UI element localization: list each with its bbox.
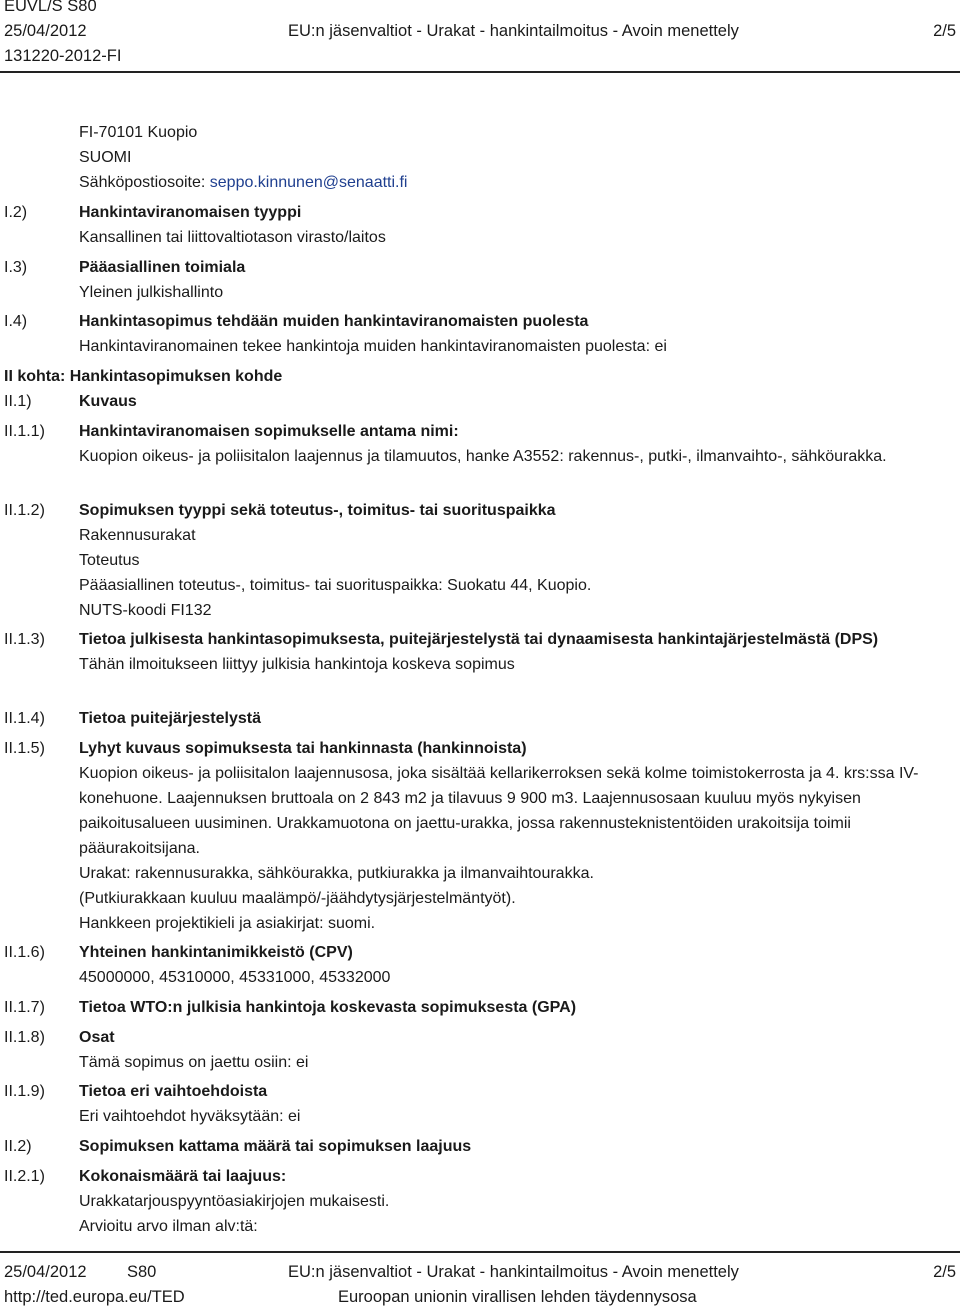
section-number: II.1.4)	[4, 710, 45, 727]
section-number: II.1.7)	[4, 999, 45, 1016]
section-ii18	[0, 1025, 960, 1075]
section-number: I.3)	[4, 259, 28, 276]
section-number: II.1.1)	[4, 423, 45, 440]
section-heading: Osat	[79, 1029, 115, 1046]
section-text: Eri vaihtoehdot hyväksytään: ei	[79, 1108, 301, 1125]
footer-url[interactable]: http://ted.europa.eu/TED	[4, 1288, 185, 1306]
cpv-codes: 45000000, 45310000, 45331000, 45332000	[79, 969, 391, 986]
footer-title: EU:n jäsenvaltiot - Urakat - hankintailmoitus - Avoin menettely	[288, 1263, 739, 1281]
section-ii21	[0, 1164, 960, 1239]
section-heading: Pääasiallinen toimiala	[79, 259, 246, 276]
part-prefix: II kohta:	[4, 368, 70, 385]
section-text: Tämä sopimus on jaettu osiin: ei	[79, 1054, 309, 1071]
section-ii2	[0, 1134, 960, 1159]
section-heading: Kokonaismäärä tai laajuus:	[79, 1168, 287, 1185]
header-date: 25/04/2012	[4, 22, 87, 40]
header-title: EU:n jäsenvaltiot - Urakat - hankintailmoitus - Avoin menettely	[288, 22, 739, 40]
page-header-id-row	[0, 47, 960, 72]
section-ii12	[0, 498, 960, 623]
address-email-line	[79, 170, 944, 195]
description-paragraph: Kuopion oikeus- ja poliisitalon laajennusosa, joka sisältää kellarikerroksen sekä kolme toimistokerrosta ja 4. krs:ssa IV-konehuone. Laajennuksen bruttoala on 2 843 m2 ja tilavuus 9 900 m3. Laajennusosaan kuuluu myös nykyisen paikoitusalueen uusiminen. Urakkamuotona on jaettu-urakka, jossa rakennusteknistentöiden urakoitsija toimii pääurakoitsijana.	[79, 765, 919, 857]
notice-id: 131220-2012-FI	[4, 47, 122, 65]
section-heading: Tietoa WTO:n julkisia hankintoja koskevasta sopimuksesta (GPA)	[79, 999, 577, 1016]
section-number: II.1.5)	[4, 740, 45, 757]
header-rule	[0, 71, 960, 73]
section-number: I.2)	[4, 204, 28, 221]
page-header-row	[0, 22, 960, 47]
section-number: II.2)	[4, 1138, 32, 1155]
footer-page: 2/5	[933, 1263, 956, 1281]
footer-series: S80	[127, 1263, 157, 1281]
section-ii17	[0, 995, 960, 1020]
section-i4	[0, 309, 960, 359]
nuts-code: NUTS-koodi FI132	[79, 602, 212, 619]
footer-date: 25/04/2012	[4, 1263, 87, 1281]
section-number: II.1.2)	[4, 502, 45, 519]
section-heading: Hankintasopimus tehdään muiden hankintaviranomaisten puolesta	[79, 313, 589, 330]
section-number: I.4)	[4, 313, 28, 330]
estimated-value-label: Arvioitu arvo ilman alv:tä:	[79, 1218, 258, 1235]
section-ii1	[0, 389, 960, 414]
section-number: II.1.9)	[4, 1083, 45, 1100]
section-ii19	[0, 1079, 960, 1129]
section-heading: Tietoa eri vaihtoehdoista	[79, 1083, 268, 1100]
section-heading: Tietoa puitejärjestelystä	[79, 710, 261, 727]
footer-rule	[0, 1251, 960, 1253]
section-number: II.1)	[4, 393, 32, 410]
contract-subtype: Toteutus	[79, 552, 140, 569]
page-header	[0, 0, 960, 22]
form-id: EUVL/S S80	[4, 0, 97, 15]
section-number: II.1.3)	[4, 631, 45, 648]
section-heading: Hankintaviranomaisen sopimukselle antama nimi:	[79, 423, 459, 440]
section-number: II.1.8)	[4, 1029, 45, 1046]
section-ii13	[0, 627, 960, 677]
section-i2	[0, 200, 960, 250]
performance-site: Pääasiallinen toteutus-, toimitus- tai suorituspaikka: Suokatu 44, Kuopio.	[79, 577, 592, 594]
section-text: Yleinen julkishallinto	[79, 284, 224, 301]
section-ii14	[0, 706, 960, 731]
section-number: II.1.6)	[4, 944, 45, 961]
section-heading: Sopimuksen tyyppi sekä toteutus-, toimitus- tai suorituspaikka	[79, 502, 556, 519]
part-name: Hankintasopimuksen kohde	[69, 368, 283, 385]
section-text: Kuopion oikeus- ja poliisitalon laajennus ja tilamuutos, hanke A3552: rakennus-, putki-, ilmanvaihto-, sähköurakka.	[79, 448, 887, 465]
address-block	[0, 120, 960, 195]
section-heading: Tietoa julkisesta hankintasopimuksesta, puitejärjestelystä tai dynaamisesta hankintajärjestelmästä (DPS)	[79, 631, 879, 648]
section-heading: Yhteinen hankintanimikkeistö (CPV)	[79, 944, 353, 961]
section-ii16	[0, 940, 960, 990]
footer-journal: Euroopan unionin virallisen lehden täydennysosa	[338, 1288, 697, 1306]
section-text: Urakkatarjouspyyntöasiakirjojen mukaisesti.	[79, 1193, 390, 1210]
description-language: Hankkeen projektikieli ja asiakirjat: suomi.	[79, 915, 376, 932]
email-link[interactable]: seppo.kinnunen@senaatti.fi	[209, 174, 408, 191]
header-page: 2/5	[933, 22, 956, 40]
address-country: SUOMI	[79, 149, 132, 166]
email-label: Sähköpostiosoite:	[79, 174, 206, 191]
description-plumbing: (Putkiurakkaan kuuluu maalämpö/-jäähdytysjärjestelmäntyöt).	[79, 890, 516, 907]
contract-type: Rakennusurakat	[79, 527, 196, 544]
section-ii15	[0, 736, 960, 936]
page-footer-row2	[0, 1288, 960, 1313]
section-text: Hankintaviranomainen tekee hankintoja muiden hankintaviranomaisten puolesta: ei	[79, 338, 667, 355]
section-ii11	[0, 419, 960, 469]
page-footer	[0, 1263, 960, 1288]
section-i3	[0, 255, 960, 305]
address-city: FI-70101 Kuopio	[79, 124, 198, 141]
section-text: Kansallinen tai liittovaltiotason virasto/laitos	[79, 229, 386, 246]
part-ii-title	[4, 364, 282, 389]
description-contracts: Urakat: rakennusurakka, sähköurakka, putkiurakka ja ilmanvaihtourakka.	[79, 865, 594, 882]
section-number: II.2.1)	[4, 1168, 45, 1185]
section-heading: Sopimuksen kattama määrä tai sopimuksen laajuus	[79, 1138, 472, 1155]
section-text: Tähän ilmoitukseen liittyy julkisia hankintoja koskeva sopimus	[79, 656, 515, 673]
section-heading: Hankintaviranomaisen tyyppi	[79, 204, 302, 221]
section-heading: Kuvaus	[79, 393, 137, 410]
section-heading: Lyhyt kuvaus sopimuksesta tai hankinnasta (hankinnoista)	[79, 740, 527, 757]
